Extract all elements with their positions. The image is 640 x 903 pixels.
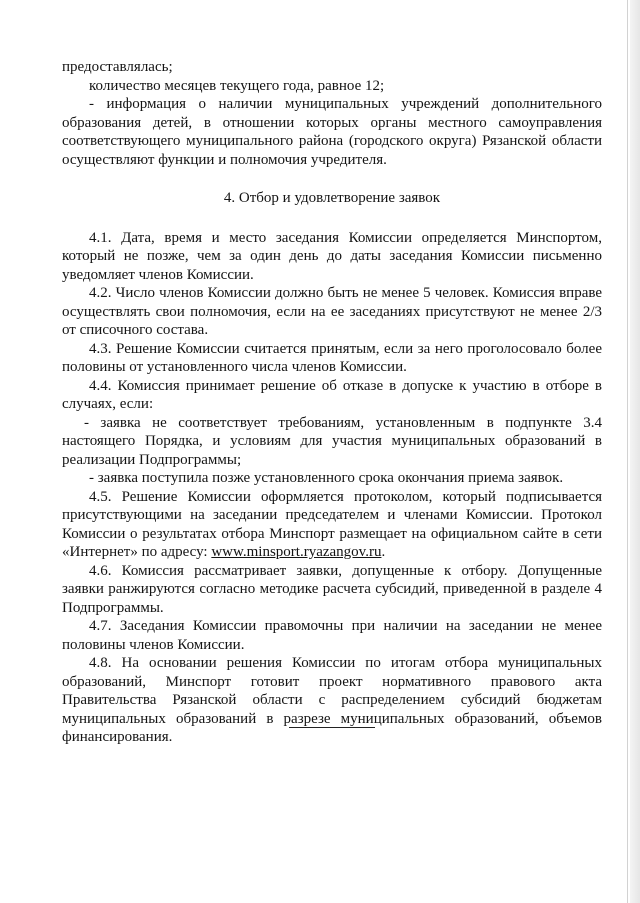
document-body bbox=[62, 58, 602, 747]
paragraph-4-4-item-1: - заявка не соответствует требованиям, установленным в подпункте 3.4 настоящего Порядка, и условиям для участия муниципальных образований в реализации Подпрограммы; bbox=[62, 414, 602, 468]
paragraph-4-3: 4.3. Решение Комиссии считается принятым, если за него проголосовало более половины от установленного числа членов Комиссии. bbox=[62, 340, 602, 375]
text-line-top-0: предоставлялась; bbox=[62, 59, 173, 75]
text-line-top-1: количество месяцев текущего года, равное 12; bbox=[89, 77, 385, 94]
paragraph-4-6: 4.6. Комиссия рассматривает заявки, допущенные к отбору. Допущенные заявки ранжируются согласно методике расчета субсидий, приведенной в разделе 4 Подпрограммы. bbox=[62, 562, 602, 616]
page-edge-shadow bbox=[630, 0, 640, 903]
section-heading: 4. Отбор и удовлетворение заявок bbox=[223, 190, 441, 206]
paragraph-4-2: 4.2. Число членов Комиссии должно быть не менее 5 человек. Комиссия вправе осуществлять свои полномочия, если на ее заседаниях присутствуют не менее 2/3 от списочного состава. bbox=[62, 285, 602, 338]
paragraph-4-1: 4.1. Дата, время и место заседания Комиссии определяется Минспортом, который не позже, чем за один день до даты заседания Комиссии письменно уведомляет членов Комиссии. bbox=[62, 229, 602, 283]
paragraph-4-7: 4.7. Заседания Комиссии правомочны при наличии на заседании не менее половины членов Комиссии. bbox=[62, 618, 602, 653]
text-line-top-2: - информация о наличии муниципальных учреждений дополнительного образования детей, в отношении которых органы местного самоуправления соответствующего муниципального района (городского округа) Рязанской области осуществляют функции и полномочия учредителя. bbox=[62, 96, 602, 168]
page-edge-line bbox=[627, 0, 628, 903]
website-link[interactable]: www.minsport.ryazangov.ru bbox=[211, 544, 382, 560]
end-divider-line bbox=[289, 727, 375, 728]
paragraph-4-5-text: 4.5. Решение Комиссии оформляется протоколом, который подписывается присутствующими на заседании председателем и членами Комиссии. Протокол Комиссии о результатах отбора Минспорт размещает на официальном сайте в сети «Интернет» по адресу: bbox=[62, 488, 602, 560]
paragraph-4-5 bbox=[62, 488, 602, 562]
paragraph-4-8: 4.8. На основании решения Комиссии по итогам отбора муниципальных образований, Минспорт готовит проект нормативного правового акта Правительства Рязанской области с распределением субсидий бюджетам муниципальных образований в разрезе муниципальных образований, объемов финансирования. bbox=[62, 655, 602, 745]
paragraph-4-4-item-2: - заявка поступила позже установленного срока окончания приема заявок. bbox=[89, 470, 564, 486]
paragraph-4-5-tail: . bbox=[381, 544, 386, 560]
paragraph-4-4: 4.4. Комиссия принимает решение об отказе в допуске к участию в отборе в случаях, если: bbox=[62, 377, 602, 412]
